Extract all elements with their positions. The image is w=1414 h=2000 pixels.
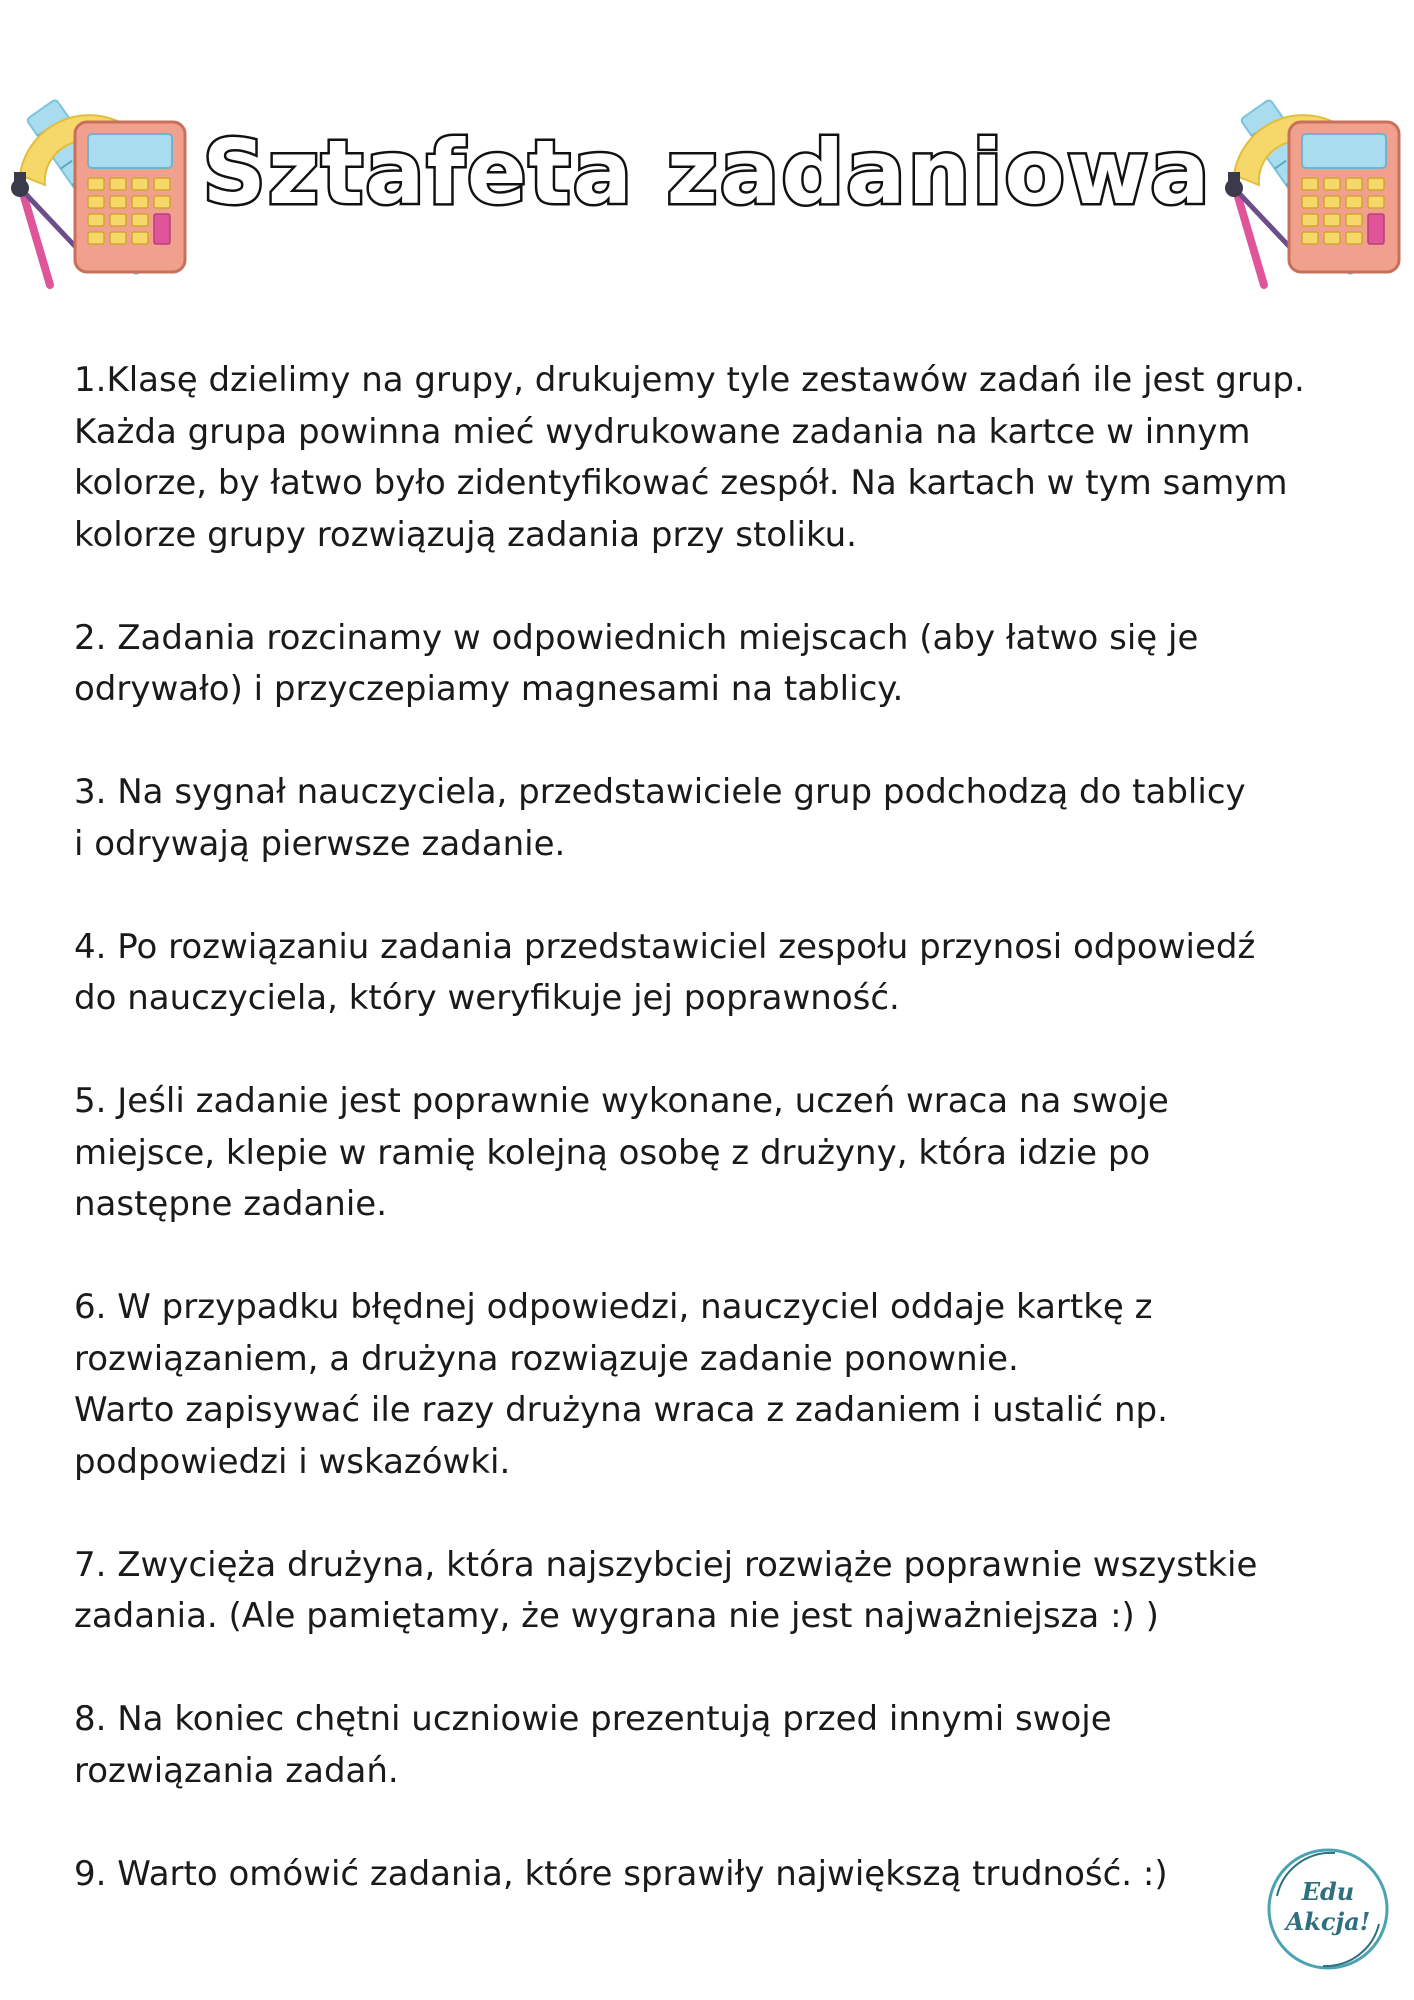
step-4: 4. Po rozwiązaniu zadania przedstawiciel zespołu przynosi odpowiedź do nauczyciela, który weryfikuje jej poprawność. bbox=[74, 926, 1256, 1018]
step-1: 1.Klasę dzielimy na grupy, drukujemy tyle zestawów zadań ile jest grup. Każda grupa powinna mieć wydrukowane zadania na kartce w innym kolorze, by łatwo było zidentyfikować zespół. Na kartach w tym samym kolorze grupy rozwiązują zadania przy stoliku. bbox=[74, 360, 1305, 555]
page-title: Sztafeta zadaniowa bbox=[202, 121, 1212, 224]
step-2: 2. Zadania rozcinamy w odpowiednich miejscach (aby łatwo się je odrywało) i przyczepiamy magnesami na tablicy. bbox=[74, 617, 1199, 709]
instructions-list bbox=[74, 355, 1344, 1952]
edu-akcja-logo-icon bbox=[1265, 1846, 1391, 1972]
step-7: 7. Zwycięża drużyna, która najszybciej rozwiąże poprawnie wszystkie zadania. (Ale pamiętamy, że wygrana nie jest najważniejsza :) ) bbox=[74, 1544, 1258, 1636]
step-6: 6. W przypadku błędnej odpowiedzi, nauczyciel oddaje kartkę z rozwiązaniem, a drużyna rozwiązuje zadanie ponownie. Warto zapisywać ile razy drużyna wraca z zadaniem i ustalić np. podpowiedzi i wskazówki. bbox=[74, 1287, 1168, 1482]
math-tools-calculator-icon bbox=[1214, 80, 1414, 290]
logo-text-edu: Edu bbox=[1301, 1877, 1355, 1906]
step-9: 9. Warto omówić zadania, które sprawiły największą trudność. :) bbox=[74, 1853, 1168, 1894]
math-tools-calculator-icon bbox=[0, 80, 200, 290]
step-3: 3. Na sygnał nauczyciela, przedstawiciele grup podchodzą do tablicy i odrywają pierwsze zadanie. bbox=[74, 772, 1246, 864]
step-8: 8. Na koniec chętni uczniowie prezentują przed innymi swoje rozwiązania zadań. bbox=[74, 1699, 1112, 1791]
logo-text-akcja: Akcja! bbox=[1285, 1907, 1371, 1936]
header bbox=[0, 80, 1414, 310]
step-5: 5. Jeśli zadanie jest poprawnie wykonane, uczeń wraca na swoje miejsce, klepie w ramię kolejną osobę z drużyny, która idzie po następne zadanie. bbox=[74, 1081, 1169, 1224]
